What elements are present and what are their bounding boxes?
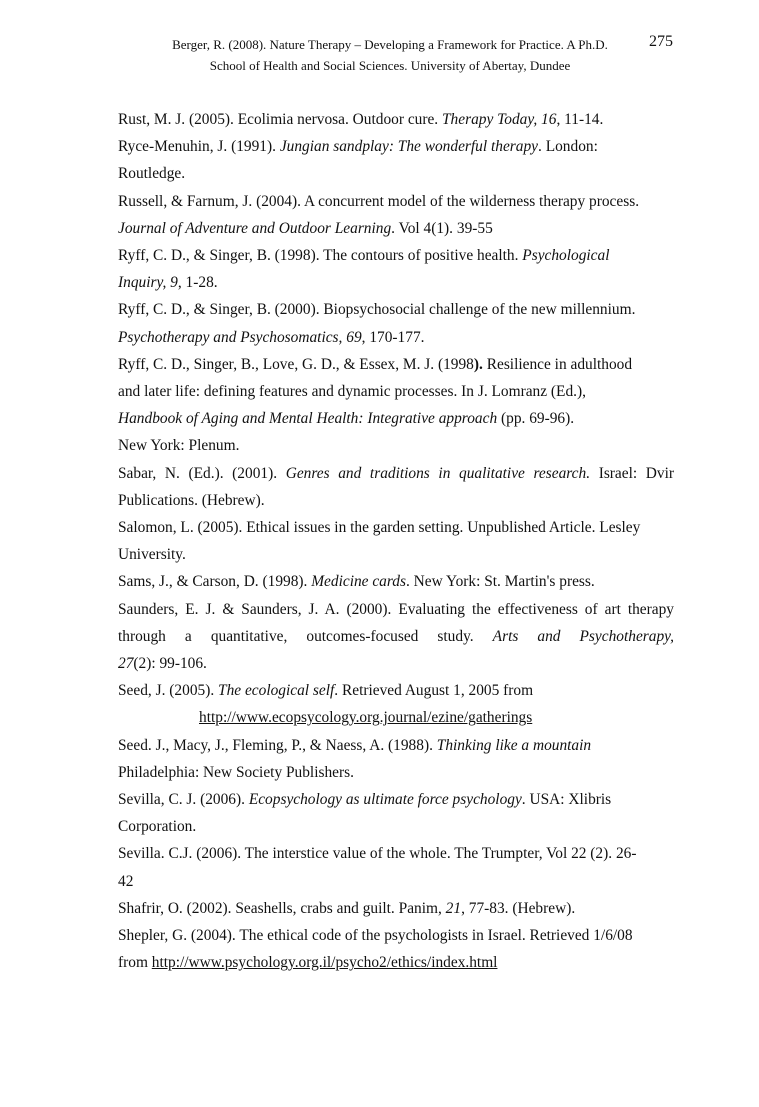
ref-text: Russell, & Farnum, J. (2004). A concurrent model of the wilderness therapy process. <box>118 192 640 210</box>
ref-text: Seed, J. (2005). <box>118 682 219 700</box>
ref-text: New York: Plenum. <box>118 437 240 455</box>
ref-text: Ryce-Menuhin, J. (1991). <box>118 138 280 156</box>
ref-text: and later life: defining features and dynamic processes. In J. Lomranz (Ed.), <box>118 383 586 401</box>
ref-book-title: Handbook of Aging and Mental Health: Integrative approach <box>118 410 498 428</box>
ref-text: . USA: Xlibris <box>521 791 612 809</box>
reference-entry <box>118 188 674 242</box>
reference-entry <box>118 242 674 296</box>
ref-text: . London: <box>538 138 598 156</box>
ref-journal: Psychological <box>522 247 610 265</box>
ref-book-title: Genres and traditions in qualitative research. <box>285 464 591 482</box>
reference-url-link[interactable]: http://www.ecopsycology.org.journal/ezine/gatherings <box>199 709 533 727</box>
reference-entry <box>118 133 674 187</box>
ref-journal: 21 <box>445 899 462 917</box>
reference-entry <box>118 895 674 922</box>
ref-text: Rust, M. J. (2005). Ecolimia nervosa. Outdoor cure. <box>118 111 442 128</box>
reference-url-link[interactable]: http://www.psychology.org.il/psycho2/ethics/index.html <box>151 954 498 972</box>
reference-entry <box>118 596 674 678</box>
ref-text: 42 <box>118 872 134 890</box>
reference-entry <box>118 106 674 133</box>
ref-text: Israel: Dvir <box>590 464 674 482</box>
reference-entry <box>118 514 674 568</box>
ref-text: , 11-14. <box>556 111 604 128</box>
reference-entry <box>118 351 674 460</box>
ref-text: . Vol 4(1). 39-55 <box>391 219 493 237</box>
ref-text: Sams, J., & Carson, D. (1998). <box>118 573 312 591</box>
ref-book-title: The ecological self <box>218 682 335 700</box>
ref-text: ). <box>473 355 483 373</box>
ref-text: Sevilla, C. J. (2006). <box>118 791 249 809</box>
ref-text: . New York: St. Martin's press. <box>405 573 595 591</box>
ref-text: , 170-177. <box>361 328 425 346</box>
ref-text: Sevilla. C.J. (2006). The interstice value of the whole. The Trumpter, Vol 22 (2). 26- <box>118 845 637 863</box>
reference-entry <box>118 922 674 976</box>
running-header <box>160 34 620 76</box>
ref-book-title: Medicine cards <box>311 573 406 591</box>
ref-text: Resilience in adulthood <box>482 355 633 373</box>
ref-text: through a quantitative, outcomes-focused study. <box>118 627 493 645</box>
ref-text: (2): 99-106. <box>133 655 207 673</box>
ref-text: (pp. 69-96). <box>497 410 575 428</box>
ref-text: . Retrieved August 1, 2005 from <box>334 682 534 700</box>
ref-text: Saunders, E. J. & Saunders, J. A. (2000). Evaluating the effectiveness of art therapy <box>118 600 674 618</box>
ref-journal: Journal of Adventure and Outdoor Learning <box>118 219 392 237</box>
reference-entry <box>118 732 674 786</box>
ref-text: Ryff, C. D., & Singer, B. (2000). Biopsychosocial challenge of the new millennium. <box>118 301 636 319</box>
header-line-1: Berger, R. (2008). Nature Therapy – Developing a Framework for Practice. A Ph.D. <box>172 37 608 52</box>
ref-text: Ryff, C. D., & Singer, B. (1998). The contours of positive health. <box>118 247 523 265</box>
ref-text: Publications. (Hebrew). <box>118 491 265 509</box>
ref-book-title: Ecopsychology as ultimate force psychology <box>248 791 522 809</box>
ref-text: from <box>118 954 152 972</box>
ref-book-title: Thinking like a mountain <box>436 736 592 754</box>
ref-text: , 77-83. (Hebrew). <box>461 899 576 917</box>
ref-book-title: Jungian sandplay: The wonderful therapy <box>279 138 539 156</box>
ref-text: Sabar, N. (Ed.). (2001). <box>118 464 286 482</box>
ref-text: Shepler, G. (2004). The ethical code of the psychologists in Israel. Retrieved 1/6/08 <box>118 927 633 945</box>
ref-text: Philadelphia: New Society Publishers. <box>118 763 354 781</box>
reference-entry <box>118 460 674 514</box>
ref-text: Ryff, C. D., Singer, B., Love, G. D., & Essex, M. J. (1998 <box>118 355 474 373</box>
reference-entry <box>118 296 674 350</box>
ref-text: University. <box>118 546 186 564</box>
ref-text: Routledge. <box>118 165 186 183</box>
ref-journal: Arts and Psychotherapy, <box>492 627 674 645</box>
page-number: 275 <box>649 33 673 50</box>
ref-text: Seed. J., Macy, J., Fleming, P., & Naess, A. (1988). <box>118 736 437 754</box>
header-line-2: School of Health and Social Sciences. University of Abertay, Dundee <box>209 58 571 73</box>
ref-text: , 1-28. <box>177 274 218 292</box>
ref-journal: Inquiry, 9 <box>118 274 178 292</box>
ref-text: Corporation. <box>118 818 197 836</box>
ref-journal: Psychotherapy and Psychosomatics, 69 <box>118 328 362 346</box>
reference-entry <box>118 677 674 731</box>
ref-journal: 27 <box>118 655 134 673</box>
reference-entry <box>118 568 674 595</box>
ref-journal: Therapy Today, 16 <box>442 111 557 128</box>
ref-text: Shafrir, O. (2002). Seashells, crabs and guilt. Panim, <box>118 899 446 917</box>
ref-text: Salomon, L. (2005). Ethical issues in the garden setting. Unpublished Article. Lesley <box>118 519 641 537</box>
reference-entry <box>118 840 674 894</box>
reference-list <box>118 106 674 977</box>
reference-entry <box>118 786 674 840</box>
